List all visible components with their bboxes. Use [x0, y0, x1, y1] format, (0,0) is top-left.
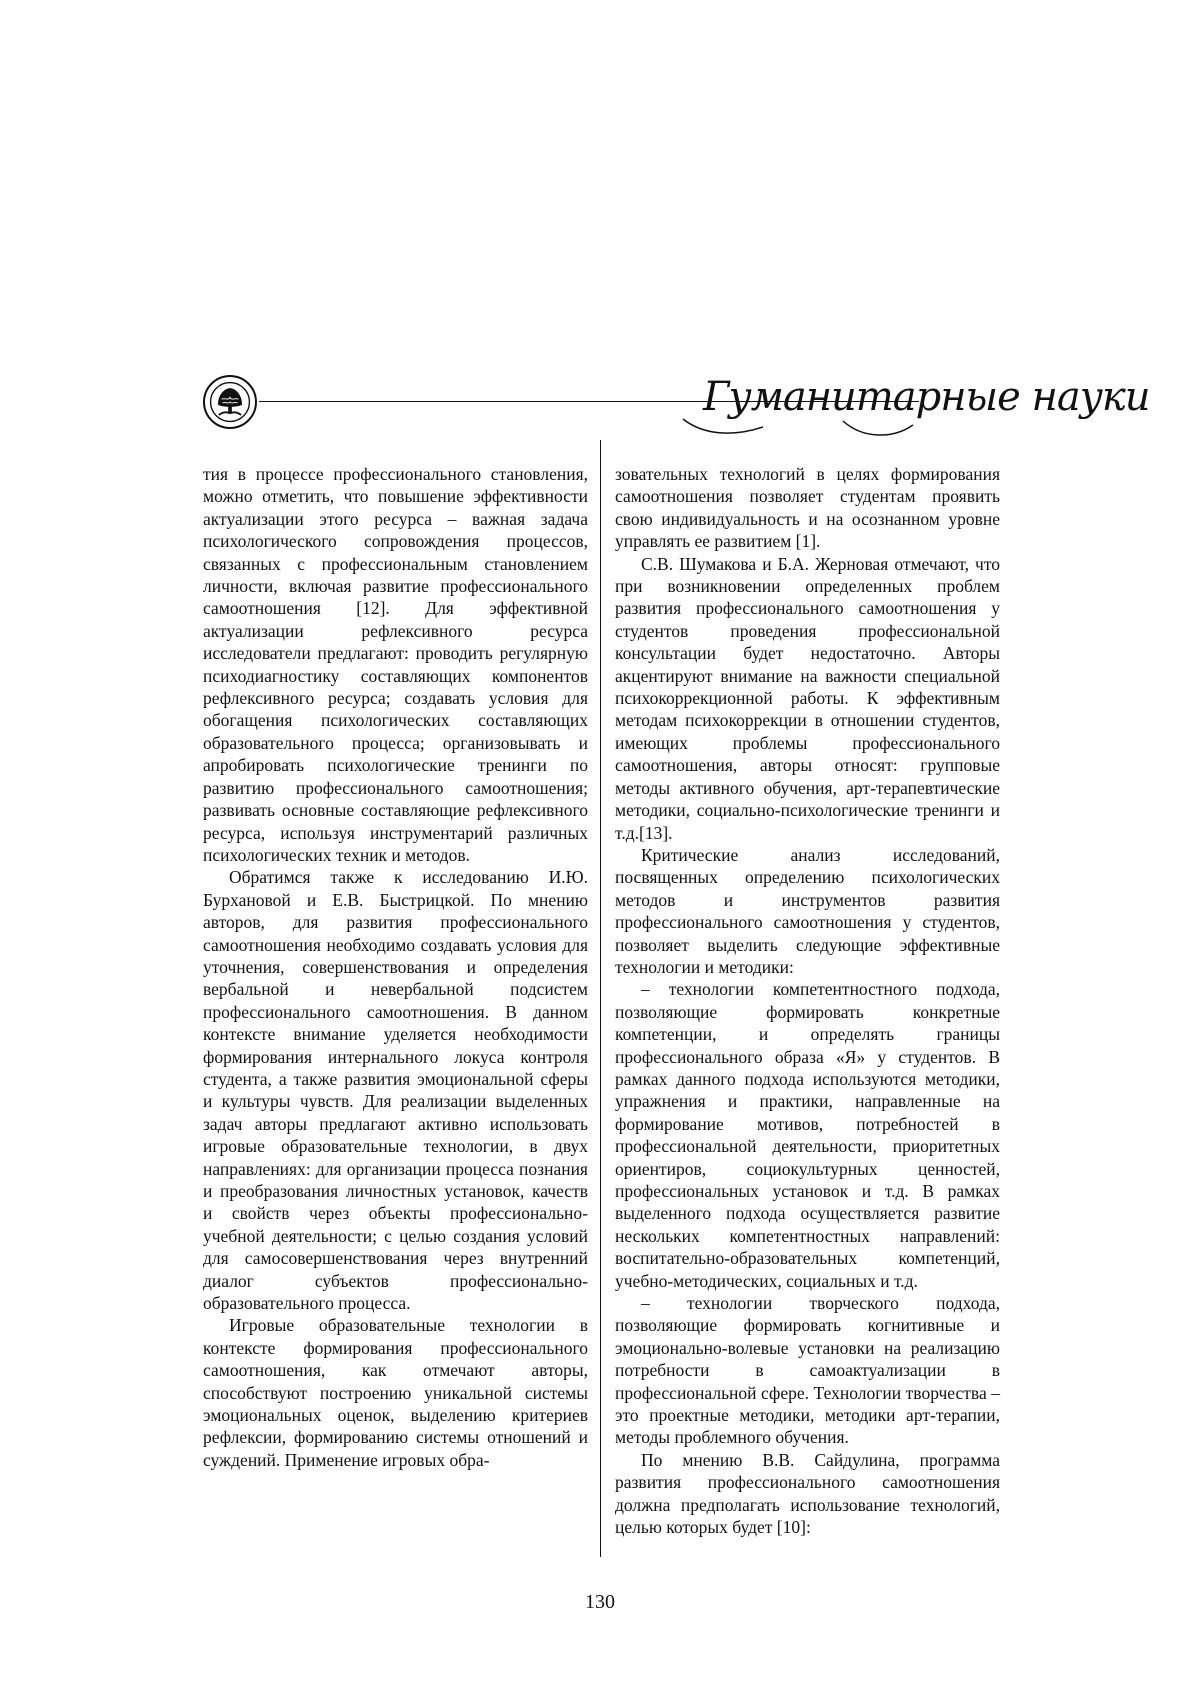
section-rubric: Гуманитарные науки [703, 374, 1150, 420]
paragraph: Обратимся также к исследованию И.Ю. Бурхановой и Е.В. Быстрицкой. По мнению авторов, для развития профессионального самоотношения необходимо создавать условия для уточнения, совершенствования и определения вербальной и невербальной подсистем профессионального самоотношения. В данном контексте внимание уделяется необходимости формирования интернального локуса контроля студента, а также развития эмоциональной сферы и культуры чувств. Для реализации выделенных задач авторы предлагают активно использовать игровые образовательные технологии, в двух направлениях: для организации процесса познания и преобразования личностных установок, качеств и свойств через объекты профессионально-учебной деятельности; с целью создания условий для самосовершенствования через внутренний диалог субъектов профессионально-образовательного процесса. [203, 867, 588, 1314]
left-column [203, 463, 588, 1471]
paragraph: тия в процессе профессионального становления, можно отметить, что повышение эффективности актуализации этого ресурса – важная задача психологического сопровождения процессов, связанных с профессиональным становлением личности, включая развитие профессионального самоотношения [12]. Для эффективной актуализации рефлексивного ресурса исследователи предлагают: проводить регулярную психодиагностику составляющих компонентов рефлексивного ресурса; создавать условия для обогащения психологических составляющих образовательного процесса; организовывать и апробировать психологические тренинги по развитию профессионального самоотношения; развивать основные составляющие рефлексивного ресурса, используя инструментарий различных психологических техник и методов. [203, 464, 588, 865]
paragraph: Игровые образовательные технологии в контексте формирования профессионального самоотношения, как отмечают авторы, способствуют построению уникальной системы эмоциональных оценок, выделению критериев рефлексии, формированию системы отношений и суждений. Применение игровых обра- [203, 1315, 588, 1470]
list-item: – технологии компетентностного подхода, позволяющие формировать конкретные компетенции, и определять границы профессионального образа «Я» у студентов. В рамках данного подхода используются методики, упражнения и практики, направленные на формирование мотивов, потребностей в профессиональной деятельности, приоритетных ориентиров, социокультурных ценностей, профессиональных установок и т.д. В рамках выделенного подхода осуществляется развитие нескольких компетентностных направлений: воспитательно-образовательных компетенций, учебно-методических, социальных и т.д. [615, 979, 1000, 1291]
page-number: 130 [585, 1591, 615, 1613]
paragraph: По мнению В.В. Сайдулина, программа развития профессионального самоотношения должна предполагать использование технологий, целью которых будет [10]: [615, 1449, 1000, 1538]
right-column [615, 463, 1000, 1539]
list-item: – технологии творческого подхода, позволяющие формировать когнитивные и эмоционально-волевые установки на реализацию потребности в самоактуализации в профессиональной сфере. Технологии творчества – это проектные методики, методики арт-терапии, методы проблемного обучения. [615, 1293, 1000, 1448]
paragraph: С.В. Шумакова и Б.А. Жерновая отмечают, что при возникновении определенных проблем развития профессионального самоотношения у студентов проведения профессиональной консультации будет недостаточно. Авторы акцентируют внимание на важности специальной психокоррекционной работы. К эффективным методам психокоррекции в отношении студентов, имеющих проблемы профессионального самоотношения, авторы относят: групповые методы активного обучения, арт-терапевтические методики, социально-психологические тренинги и т.д.[13]. [615, 553, 1000, 843]
tree-emblem-icon [203, 375, 257, 429]
paragraph: Критические анализ исследований, посвященных определению психологических методов и инструментов развития профессионального самоотношения у студентов, позволяет выделить следующие эффективные технологии и методики: [615, 844, 1000, 977]
paragraph: зовательных технологий в целях формирования самоотношения позволяет студентам проявить свою индивидуальность и на осознанном уровне управлять ее развитием [1]. [615, 464, 1000, 552]
page-header [203, 374, 1150, 445]
rubric-flourish [673, 415, 973, 445]
column-divider [600, 440, 601, 1557]
